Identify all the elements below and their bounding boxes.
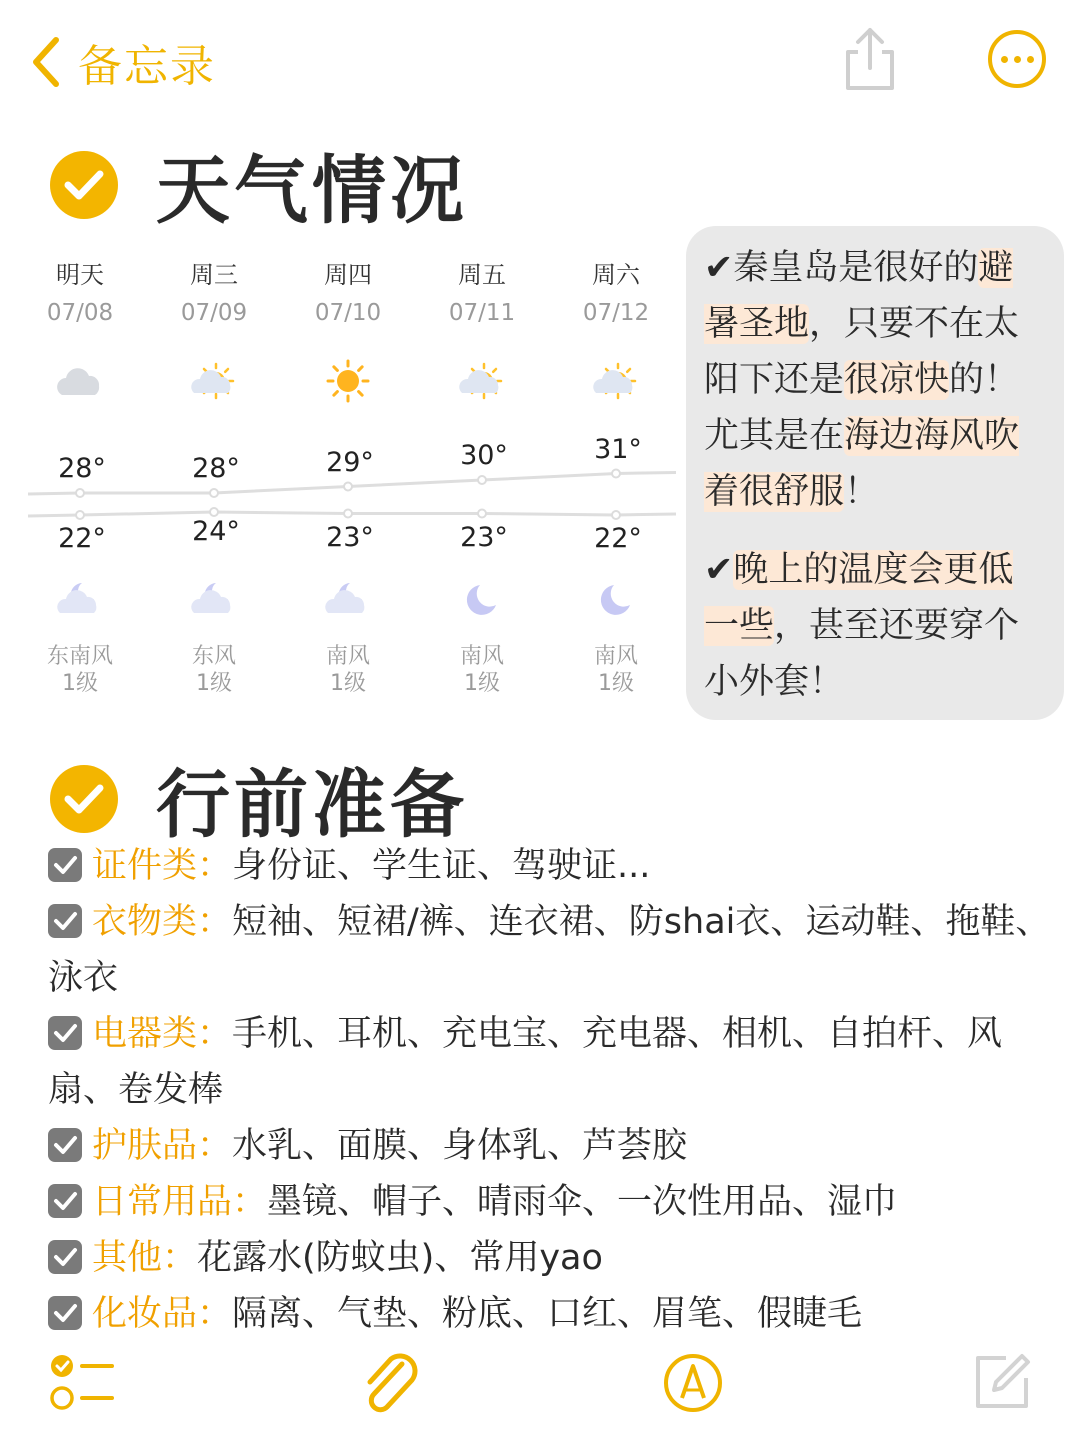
checklist-item	[48, 894, 1058, 1006]
note-text: ，甚至还要穿个小外套！	[704, 606, 1020, 702]
low-temp: 24°	[192, 516, 240, 547]
high-temp: 28°	[58, 453, 106, 484]
wind-level: 1级	[464, 671, 500, 696]
back-label: 备忘录	[78, 41, 216, 92]
checklist-item	[48, 1174, 1058, 1230]
note-text: ！	[844, 472, 880, 512]
high-temp-line-point	[344, 483, 352, 491]
wind-direction: 东南风	[46, 644, 113, 669]
weather-forecast-widget	[28, 255, 676, 715]
checkbox-checked-icon[interactable]	[48, 1016, 82, 1050]
section-title: 行前准备	[156, 762, 468, 848]
note-text: ，只要不在太阳下还是	[704, 304, 1020, 400]
chevron-left-icon	[28, 34, 62, 90]
item-list: 水乳、面膜、身体乳、芦荟胶	[232, 1126, 688, 1166]
paperclip-icon	[360, 1350, 422, 1418]
packing-checklist	[48, 838, 1058, 1342]
share-icon	[840, 24, 900, 94]
check-circle-icon	[50, 151, 118, 219]
wind-direction: 南风	[325, 644, 370, 669]
item-list: 手机、耳机、充电宝、充电器、相机、自拍杆、风扇、卷发棒	[48, 1014, 1003, 1110]
highlighted-text: 避暑圣地	[704, 248, 1014, 344]
wind-direction: 南风	[593, 644, 638, 669]
low-temp-line-point	[344, 510, 352, 518]
checklist-item	[48, 1230, 1058, 1286]
day-date: 07/11	[448, 300, 516, 326]
check-circle-icon	[50, 765, 118, 833]
prep-section-heading	[50, 746, 468, 852]
highlighted-text: 很凉快	[844, 360, 950, 400]
item-category: 证件类：	[92, 846, 233, 886]
low-temp: 23°	[326, 521, 374, 553]
item-category: 化妆品：	[92, 1294, 233, 1334]
low-temp-line-point	[210, 508, 218, 516]
day-name: 周五	[458, 261, 506, 289]
low-temp: 23°	[460, 521, 508, 553]
wind-level: 1级	[598, 671, 634, 696]
high-temp-line-point	[210, 489, 218, 497]
checkbox-checked-icon[interactable]	[48, 848, 82, 882]
checkbox-checked-icon[interactable]	[48, 1240, 82, 1274]
day-name: 周四	[324, 261, 372, 289]
low-temp: 22°	[594, 523, 642, 554]
note-paragraph-2	[704, 542, 1048, 710]
wind-level: 1级	[62, 671, 98, 696]
markup-button[interactable]	[662, 1352, 724, 1418]
highlighted-text: 海边海风吹着很舒服	[704, 416, 1020, 512]
day-date: 07/12	[582, 300, 650, 326]
item-category: 电器类：	[92, 1014, 233, 1054]
low-temp-line-point	[76, 511, 84, 519]
item-category: 护肤品：	[92, 1126, 233, 1166]
item-list: 短袖、短裙/裤、连衣裙、防shai衣、运动鞋、拖鞋、泳衣	[48, 902, 1051, 998]
checklist-item	[48, 1118, 1058, 1174]
low-temp: 22°	[58, 523, 106, 554]
checkbox-checked-icon[interactable]	[48, 1184, 82, 1218]
high-temp: 29°	[326, 446, 374, 478]
item-list: 花露水(防蚊虫)、常用yao	[197, 1238, 603, 1278]
attachment-button[interactable]	[360, 1350, 422, 1422]
wind-level: 1级	[330, 671, 366, 696]
highlighted-text: 晚上的温度会更低一些	[704, 550, 1014, 646]
item-category: 其他：	[92, 1238, 198, 1278]
section-title: 天气情况	[156, 148, 468, 234]
day-name: 明天	[56, 261, 104, 289]
day-name: 周六	[592, 261, 640, 289]
more-button[interactable]	[988, 30, 1046, 88]
day-date: 07/09	[180, 300, 248, 326]
temperature-chart	[28, 255, 676, 715]
high-temp-line-point	[612, 470, 620, 478]
compose-button[interactable]	[972, 1352, 1032, 1416]
checkbox-checked-icon[interactable]	[48, 1296, 82, 1330]
pen-tip-icon	[662, 1352, 724, 1414]
high-temp: 31°	[594, 433, 642, 465]
checkbox-checked-icon[interactable]	[48, 1128, 82, 1162]
wind-direction: 南风	[459, 644, 504, 669]
low-temp-line-point	[478, 510, 486, 518]
note-paragraph-1	[704, 240, 1048, 520]
item-category: 日常用品：	[92, 1182, 268, 1222]
dot	[1014, 56, 1021, 63]
share-button[interactable]	[840, 24, 900, 94]
compose-icon	[972, 1352, 1032, 1412]
high-temp: 28°	[192, 453, 240, 484]
checkbox-checked-icon[interactable]	[48, 904, 82, 938]
day-name: 周三	[190, 261, 238, 289]
item-list: 墨镜、帽子、晴雨伞、一次性用品、湿巾	[267, 1182, 898, 1222]
high-temp-line-point	[76, 489, 84, 497]
item-list: 隔离、气垫、粉底、口红、眉笔、假睫毛	[232, 1294, 863, 1334]
dot	[1027, 56, 1034, 63]
checklist-item	[48, 838, 1058, 894]
high-temp: 30°	[460, 440, 508, 471]
high-temp-line-point	[478, 476, 486, 484]
checklist-icon	[48, 1352, 118, 1414]
note-text: ✔	[704, 550, 734, 590]
item-category: 衣物类：	[92, 902, 233, 942]
day-date: 07/10	[314, 300, 382, 326]
wind-level: 1级	[196, 671, 232, 696]
dot	[1001, 56, 1008, 63]
checklist-item	[48, 1006, 1058, 1118]
wind-direction: 东风	[191, 644, 236, 669]
checklist-button[interactable]	[48, 1352, 118, 1418]
back-button[interactable]	[28, 30, 216, 94]
note-text: 的！尤其是在	[704, 360, 1020, 456]
item-list: 身份证、学生证、驾驶证...	[232, 846, 651, 886]
note-text: ✔秦皇岛是很好的	[704, 248, 979, 288]
checklist-item	[48, 1286, 1058, 1342]
day-date: 07/08	[46, 300, 114, 326]
weather-section-heading	[50, 132, 468, 238]
low-temp-line-point	[612, 511, 620, 519]
note-bubble	[686, 226, 1064, 720]
